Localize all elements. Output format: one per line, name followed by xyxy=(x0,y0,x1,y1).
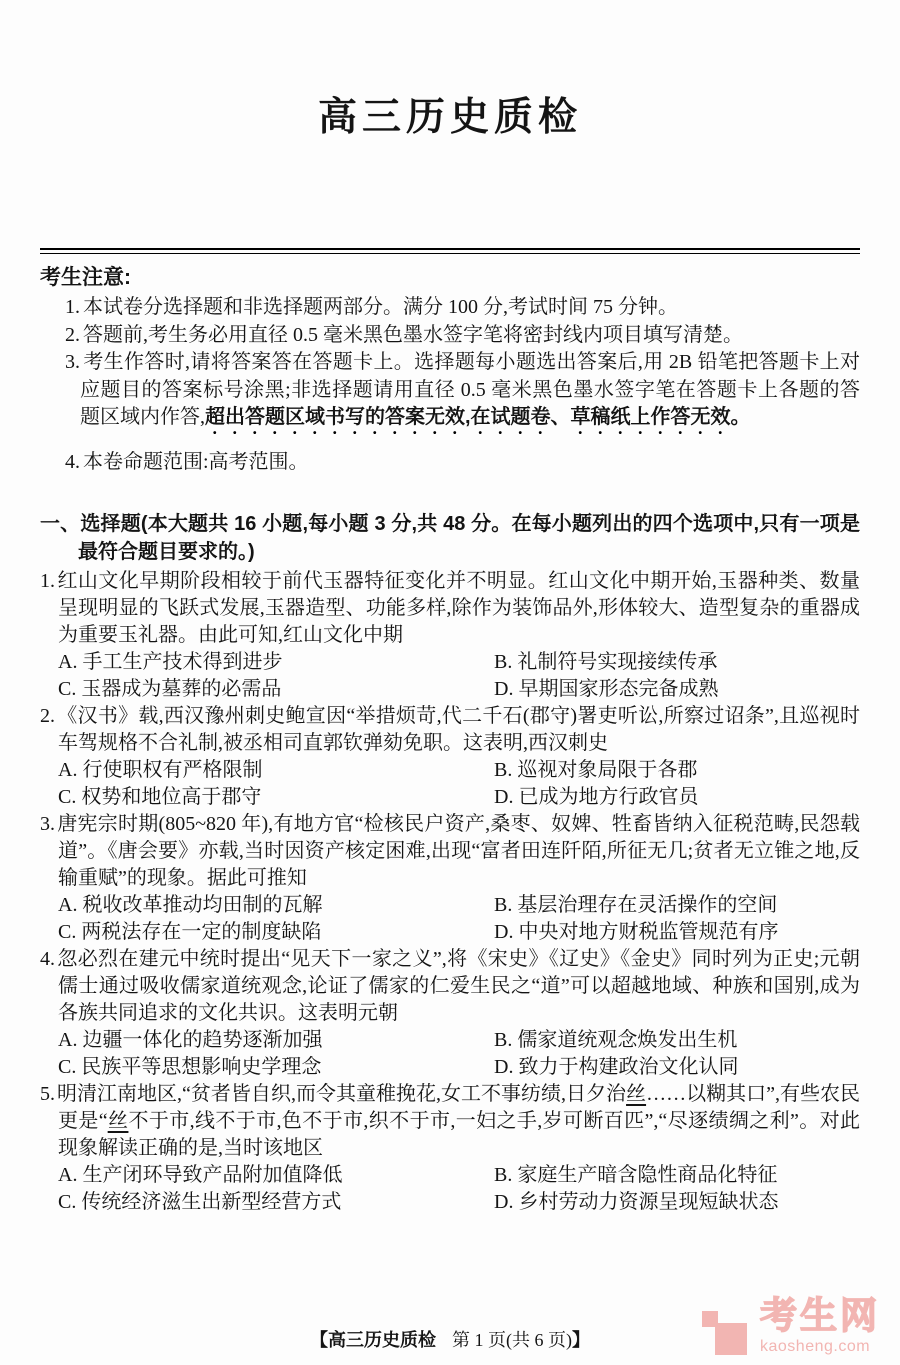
question-number: 2. xyxy=(40,704,55,727)
question-number: 1. xyxy=(40,569,55,592)
option-text: 玉器成为墓葬的必需品 xyxy=(81,677,282,700)
option-label: A. xyxy=(58,1028,78,1051)
option-label: D. xyxy=(494,1190,514,1213)
option-text: 基层治理存在灵活操作的空间 xyxy=(517,893,778,916)
question xyxy=(40,811,860,946)
question xyxy=(40,946,860,1081)
option-text: 行使职权有严格限制 xyxy=(82,758,263,781)
notice-item xyxy=(65,449,860,477)
option-text: 权势和地位高于郡守 xyxy=(81,785,262,808)
option-label: B. xyxy=(494,758,513,781)
questions-list xyxy=(40,568,860,1216)
options-row xyxy=(58,1054,860,1081)
option-c xyxy=(58,1054,494,1081)
option-text: 两税法存在一定的制度缺陷 xyxy=(81,920,322,943)
notice-item-number: 4. xyxy=(65,451,80,473)
page-title: 高三历史质检 xyxy=(317,96,582,139)
question-stem xyxy=(57,570,860,646)
option-d xyxy=(494,1054,738,1081)
option-label: A. xyxy=(58,1163,78,1186)
text-segment: 本试卷分选择题和非选择题两部分。满分 100 分,考试时间 75 分钟。 xyxy=(83,296,678,318)
text-segment: ……以糊其口”,有些农民更是“ xyxy=(58,1082,860,1132)
text-segment: 考生作答时,请将答案答在答题卡上。选择题每小题选出答案后,用 2B 铅笔把答题卡上对应题目的答案标号涂黑;非选择题请用直径 0.5 毫米黑色墨水签字笔在答题卡上各题的答题区域内作答, xyxy=(80,351,860,428)
option-text: 致力于构建政治文化认同 xyxy=(518,1055,739,1078)
question-number: 4. xyxy=(40,947,55,970)
option-label: D. xyxy=(494,677,514,700)
option-c xyxy=(58,784,494,811)
option-label: D. xyxy=(494,1055,514,1078)
option-label: C. xyxy=(58,785,77,808)
option-label: B. xyxy=(494,650,513,673)
option-b xyxy=(494,1027,737,1054)
option-text: 税收改革推动均田制的瓦解 xyxy=(82,893,323,916)
question-stem xyxy=(57,1083,860,1159)
option-label: A. xyxy=(58,650,78,673)
section-heading: 一、选择题(本大题共 16 小题,每小题 3 分,共 48 分。在每小题列出的四个选项中,只有一项是最符合题目要求的。) xyxy=(40,512,860,563)
footer-bracket-right: 】 xyxy=(572,1330,590,1350)
options-row xyxy=(58,649,860,676)
question-stem xyxy=(57,948,860,1024)
option-b xyxy=(494,757,697,784)
footer-page-number: 第 1 页(共 6 页) xyxy=(452,1330,572,1350)
option-d xyxy=(494,1189,778,1216)
footer-bracket-left: 【 xyxy=(310,1330,328,1350)
options-row xyxy=(58,1189,860,1216)
options-row xyxy=(58,784,860,811)
option-d xyxy=(494,676,718,703)
option-d xyxy=(494,784,698,811)
header-divider xyxy=(40,248,860,254)
option-text: 传统经济滋生出新型经营方式 xyxy=(81,1190,342,1213)
option-text: 已成为地方行政官员 xyxy=(518,785,699,808)
notice-item-number: 1. xyxy=(65,296,80,318)
page-footer xyxy=(0,1326,900,1352)
text-segment: 答题前,考生务必用直径 0.5 毫米黑色墨水签字笔将密封线内项目填写清楚。 xyxy=(83,323,743,346)
question xyxy=(40,703,860,811)
option-a xyxy=(58,1162,494,1189)
options-row xyxy=(58,676,860,703)
option-text: 边疆一体化的趋势逐渐加强 xyxy=(82,1028,323,1051)
question xyxy=(40,568,860,703)
option-c xyxy=(58,676,494,703)
option-label: B. xyxy=(494,1028,513,1051)
text-segment: 丝 xyxy=(107,1109,129,1132)
option-b xyxy=(494,649,717,676)
option-text: 礼制符号实现接续传承 xyxy=(517,650,718,673)
option-text: 民族平等思想影响史学理念 xyxy=(81,1055,322,1078)
option-label: A. xyxy=(58,758,78,781)
notice-item xyxy=(65,349,860,439)
option-a xyxy=(58,892,494,919)
option-a xyxy=(58,757,494,784)
option-text: 生产闭环导致产品附加值降低 xyxy=(82,1163,343,1186)
option-a xyxy=(58,649,494,676)
option-label: C. xyxy=(58,677,77,700)
option-text: 中央对地方财税监管规范有序 xyxy=(518,920,779,943)
text-segment: 忽必烈在建元中统时提出“见天下一家之义”,将《宋史》《辽史》《金史》同时列为正史;元朝儒士通过吸收儒家道统观念,论证了儒家的仁爱生民之“道”可以超越地域、种族和国别,成为各族共同追求的文化共识。这表明元朝 xyxy=(57,947,860,1024)
option-label: C. xyxy=(58,1190,77,1213)
option-label: B. xyxy=(494,893,513,916)
text-segment: 丝 xyxy=(626,1082,647,1105)
option-label: A. xyxy=(58,893,78,916)
question-number: 5. xyxy=(40,1082,55,1105)
text-segment: 唐宪宗时期(805~820 年),有地方官“检核民户资产,桑枣、奴婢、牲畜皆纳入征税范畴,民怨载道”。《唐会要》亦载,当时因资产核定困难,出现“富者田连阡陌,所征无几;贫者无立锥之地,反输重赋”的现象。据此可推知 xyxy=(57,812,860,889)
question xyxy=(40,1081,860,1216)
option-c xyxy=(58,919,494,946)
option-a xyxy=(58,1027,494,1054)
option-label: D. xyxy=(494,785,514,808)
notice-list xyxy=(40,294,860,477)
option-c xyxy=(58,1189,494,1216)
notice-item xyxy=(65,322,860,350)
option-b xyxy=(494,1162,777,1189)
option-text: 巡视对象局限于各郡 xyxy=(517,758,698,781)
notice-item xyxy=(65,294,860,322)
footer-exam-title: 高三历史质检 xyxy=(328,1330,436,1350)
options-row xyxy=(58,892,860,919)
text-segment: 红山文化早期阶段相较于前代玉器特征变化并不明显。红山文化中期开始,玉器种类、数量呈现明显的飞跃式发展,玉器造型、功能多样,除作为装饰品外,形体较大、造型复杂的重器成为重要玉礼器。由此可知,红山文化中期 xyxy=(57,569,860,646)
option-text: 手工生产技术得到进步 xyxy=(82,650,283,673)
notice-header: 考生注意: xyxy=(40,266,131,289)
option-text: 乡村劳动力资源呈现短缺状态 xyxy=(518,1190,779,1213)
notice-item-number: 2. xyxy=(65,323,80,346)
text-segment: 超出答题区域书写的答案无效,在试题卷、草稿纸上作答无效。 xyxy=(205,406,751,428)
option-text: 家庭生产暗含隐性商品化特征 xyxy=(517,1163,778,1186)
text-segment: 不于市,线不于市,色不于市,织不于市,一妇之手,岁可断百匹”,“尽逐绩绸之利”。对此现象解读正确的是,当时该地区 xyxy=(58,1109,861,1159)
options-row xyxy=(58,1027,860,1054)
options-row xyxy=(58,1162,860,1189)
option-text: 儒家道统观念焕发出生机 xyxy=(517,1028,738,1051)
option-label: C. xyxy=(58,1055,77,1078)
question-number: 3. xyxy=(40,812,55,835)
notice-item-number: 3. xyxy=(65,351,80,373)
option-text: 早期国家形态完备成熟 xyxy=(518,677,719,700)
option-d xyxy=(494,919,778,946)
options-row xyxy=(58,919,860,946)
option-label: C. xyxy=(58,920,77,943)
options-row xyxy=(58,757,860,784)
watermark-name: 考生网 xyxy=(760,1295,880,1336)
option-label: D. xyxy=(494,920,514,943)
question-stem xyxy=(57,705,860,754)
text-segment: 《汉书》载,西汉豫州刺史鲍宣因“举措烦苛,代二千石(郡守)署吏听讼,所察过诏条”,且巡视时车驾规格不合礼制,被丞相司直郭钦弹劾免职。这表明,西汉刺史 xyxy=(57,704,860,754)
option-label: B. xyxy=(494,1163,513,1186)
text-segment: 明清江南地区,“贫者皆自织,而令其童稚挽花,女工不事纺绩,日夕治 xyxy=(57,1082,627,1105)
question-stem xyxy=(57,813,860,889)
option-b xyxy=(494,892,777,919)
exam-page xyxy=(0,86,900,1216)
watermark-domain: kaosheng.com xyxy=(760,1337,871,1355)
text-segment: 本卷命题范围:高考范围。 xyxy=(83,451,309,473)
